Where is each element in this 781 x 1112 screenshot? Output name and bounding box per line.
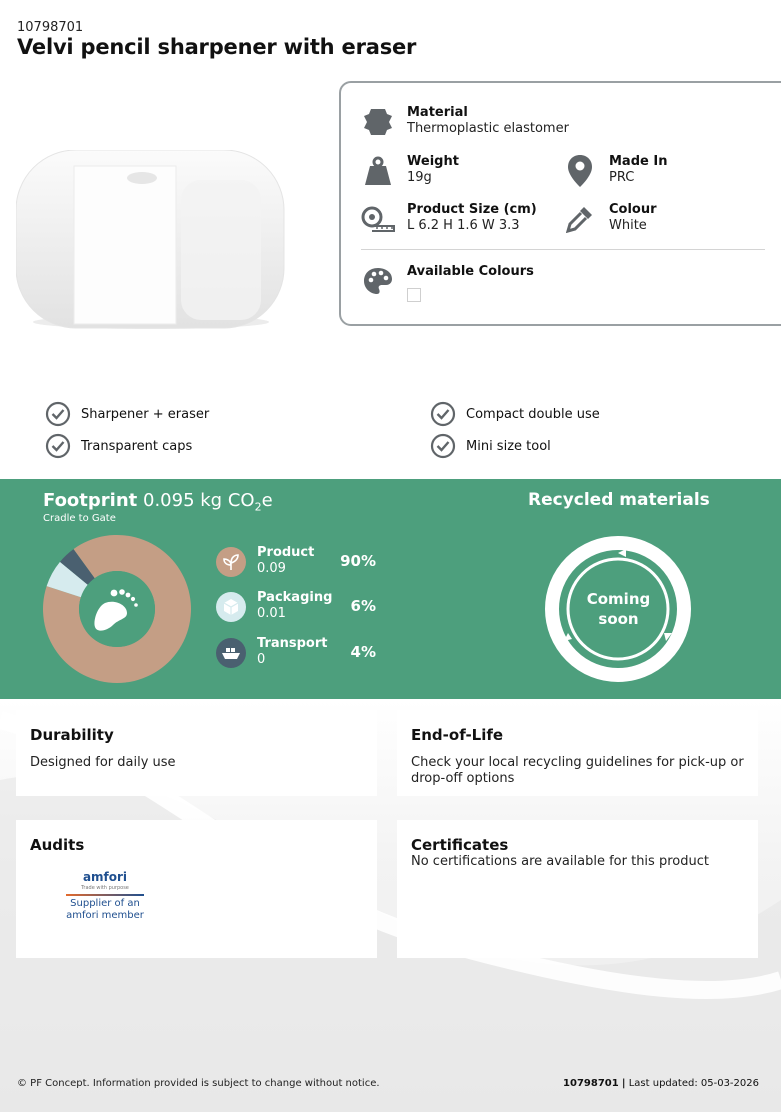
footer-disclaimer: © PF Concept. Information provided is subject to change without notice. — [17, 1078, 380, 1089]
spec-divider — [361, 249, 765, 250]
footprint-row-value: 0 — [257, 652, 266, 667]
feature-label: Compact double use — [466, 406, 600, 422]
check-circle-icon — [430, 433, 456, 459]
feature-item — [430, 401, 600, 427]
spec-value: White — [609, 218, 647, 233]
spec-value: PRC — [609, 170, 635, 185]
spec-label: Colour — [609, 202, 657, 217]
footprint-row-percent: 6% — [350, 597, 376, 615]
eyedropper-icon — [563, 202, 597, 236]
end-of-life-card — [397, 710, 758, 796]
durability-title: Durability — [30, 726, 114, 744]
recycled-title: Recycled materials — [528, 490, 710, 510]
location-pin-icon — [563, 154, 597, 188]
footprint-title: Footprint 0.095 kg $CO_2e$ — [43, 490, 273, 514]
footprint-section — [0, 479, 781, 699]
footer-meta: 10798701 | Last updated: 05-03-2026 — [563, 1078, 759, 1089]
box-icon — [216, 592, 246, 622]
feature-item — [45, 433, 192, 459]
durability-text: Designed for daily use — [30, 755, 176, 770]
feature-label: Mini size tool — [466, 438, 551, 454]
ship-icon — [216, 638, 246, 668]
check-circle-icon — [45, 433, 71, 459]
page-title: Velvi pencil sharpener with eraser — [17, 35, 417, 59]
end-of-life-text: Check your local recycling guidelines for pick-up or drop-off options — [411, 755, 744, 786]
spec-material — [361, 105, 569, 139]
spec-value: 19g — [407, 170, 432, 185]
certificates-card — [397, 820, 758, 958]
footprint-row-name: Product — [257, 545, 315, 560]
spec-label: Product Size (cm) — [407, 202, 537, 217]
footprint-row-value: 0.01 — [257, 606, 286, 621]
certificates-title: Certificates — [411, 836, 509, 854]
weight-icon — [361, 154, 395, 188]
footprint-row-product — [216, 545, 376, 579]
footprint-row-name: Packaging — [257, 590, 333, 605]
spec-label: Weight — [407, 154, 459, 169]
feature-item — [430, 433, 551, 459]
check-circle-icon — [430, 401, 456, 427]
colour-swatch-white[interactable] — [407, 288, 421, 302]
footprint-row-packaging — [216, 590, 376, 624]
footprint-row-percent: 4% — [350, 643, 376, 661]
amfori-logo: amfori Trade with purpose Supplier of an amfori member — [66, 870, 144, 921]
spec-label: Available Colours — [407, 264, 534, 279]
certificates-text: No certifications are available for this product — [411, 854, 709, 869]
footprint-row-transport — [216, 636, 376, 670]
spec-weight — [361, 154, 459, 188]
spec-value: Thermoplastic elastomer — [407, 121, 569, 136]
spec-label: Material — [407, 105, 468, 120]
audits-card — [16, 820, 377, 958]
spec-label: Made In — [609, 154, 668, 169]
durability-card — [16, 710, 377, 796]
spec-card — [339, 81, 781, 326]
feature-label: Sharpener + eraser — [81, 406, 210, 422]
recycled-status: Coming soon — [586, 590, 651, 628]
product-image — [16, 150, 286, 332]
check-circle-icon — [45, 401, 71, 427]
feature-item — [45, 401, 209, 427]
tape-measure-icon — [361, 202, 395, 236]
leaf-icon — [216, 547, 246, 577]
spec-available-colours — [361, 264, 534, 302]
spec-value: L 6.2 H 1.6 W 3.3 — [407, 218, 520, 233]
end-of-life-title: End-of-Life — [411, 726, 504, 744]
footprint-subtitle: Cradle to Gate — [43, 513, 116, 524]
product-sku: 10798701 — [17, 20, 84, 35]
feature-label: Transparent caps — [81, 438, 193, 454]
footprint-donut-chart — [43, 535, 191, 683]
spec-colour — [563, 202, 657, 236]
palette-icon — [361, 264, 395, 298]
footprint-row-value: 0.09 — [257, 561, 286, 576]
audits-title: Audits — [30, 836, 85, 854]
footprint-row-percent: 90% — [340, 552, 376, 570]
leather-icon — [361, 105, 395, 139]
footprint-row-name: Transport — [257, 636, 328, 651]
spec-made-in — [563, 154, 667, 188]
spec-size — [361, 202, 537, 236]
